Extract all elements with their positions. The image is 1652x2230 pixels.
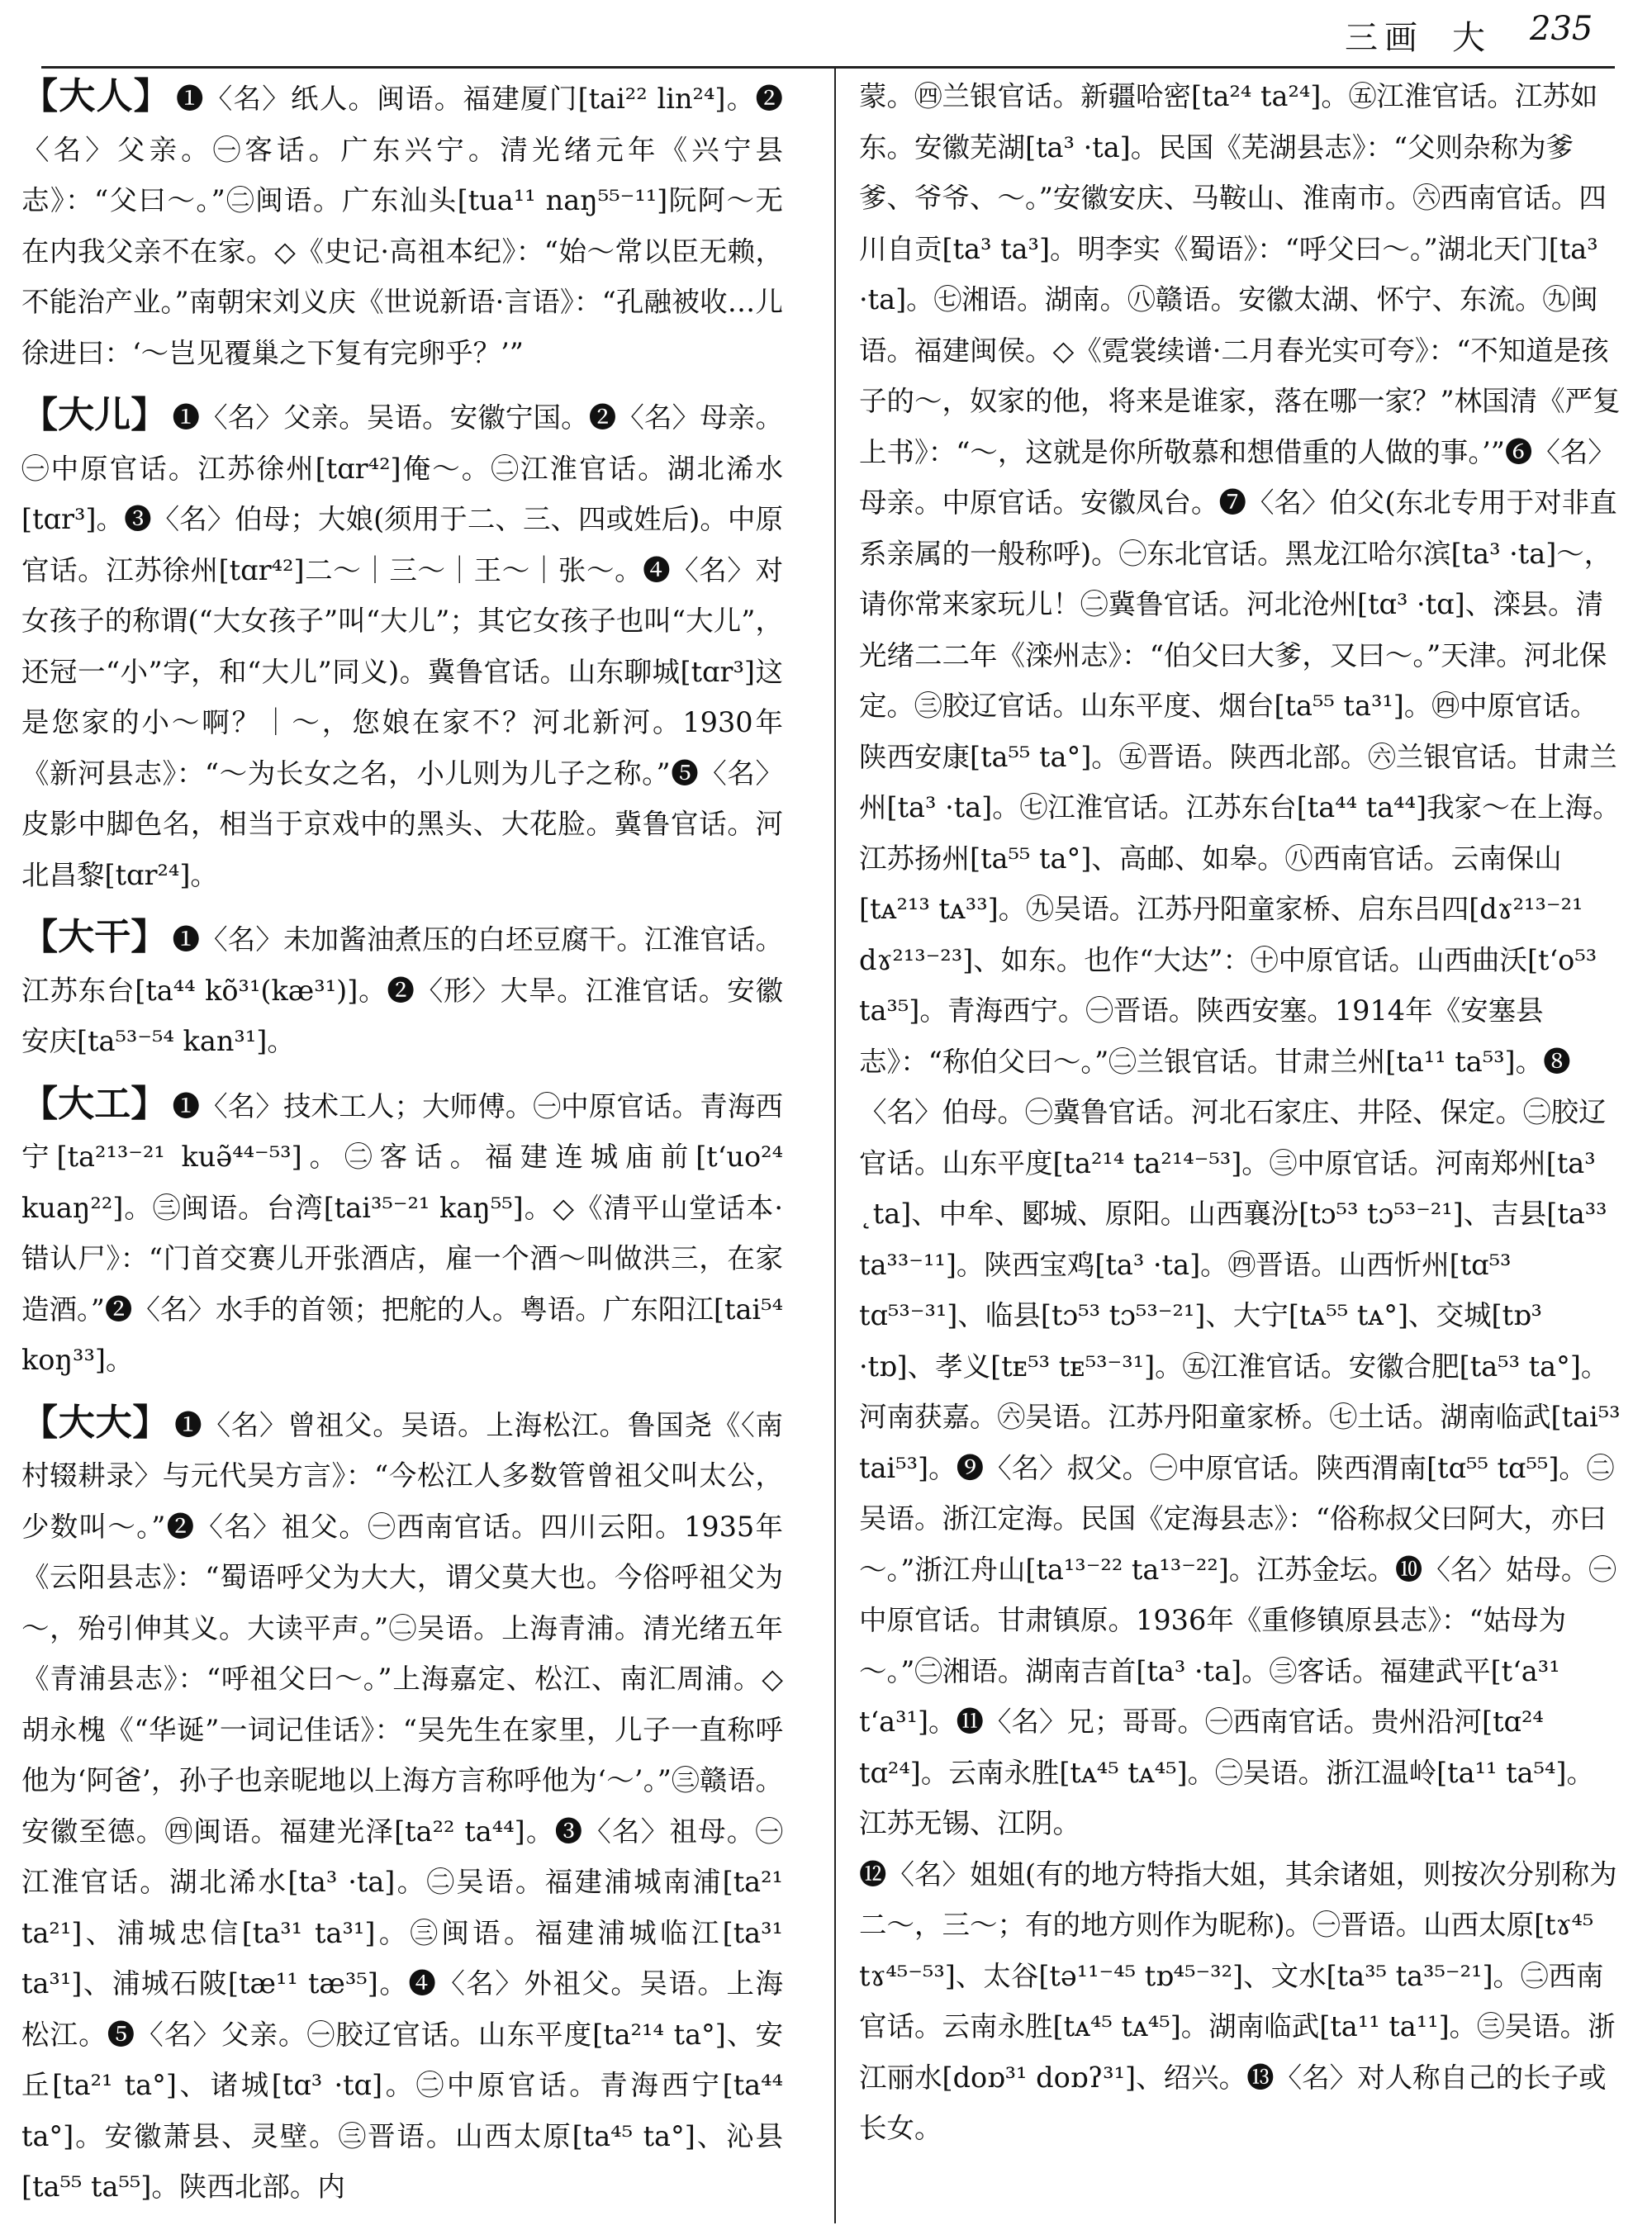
column-divider — [834, 68, 836, 2223]
entry-headword: 【大人】 — [21, 75, 172, 117]
right-column — [859, 71, 1621, 2154]
entry-text: ❶〈名〉纸人。闽语。福建厦门[tai²² lin²⁴]。❷〈名〉父亲。㊀客话。广东兴宁。清光绪元年《兴宁县志》：“父曰～。”㊁闽语。广东汕头[tua¹¹ naŋ⁵⁵⁻¹¹]阮阿～无在内我父亲不在家。◇《史记·高祖本纪》：“始～常以臣无赖，不能治产业。”南朝宋刘义庆《世说新语·言语》：“孔融被收…儿徐进曰：‘～岂见覆巢之下复有完卵乎？’” — [21, 83, 783, 369]
left-column — [21, 71, 783, 2224]
dictionary-entry — [21, 1397, 783, 2213]
header-character: 大 — [1452, 19, 1485, 57]
entry-headword: 【大大】 — [21, 1401, 170, 1444]
header-rule — [41, 66, 1615, 69]
entry-headword: 【大工】 — [21, 1082, 168, 1125]
page-number: 235 — [1530, 10, 1593, 48]
page-header — [0, 0, 1652, 57]
entry-headword: 【大儿】 — [21, 394, 168, 436]
entry-continuation: 蒙。㊃兰银官话。新疆哈密[ta²⁴ ta²⁴]。㊄江淮官话。江苏如东。安徽芜湖[ta³ ·ta]。民国《芜湖县志》：“父则杂称为爹爹、爷爷、～。”安徽安庆、马鞍山、淮南市。㊅西南官话。四川自贡[ta³ ta³]。明李实《蜀语》：“呼父曰～。”湖北天门[ta³ ·ta]。㊆湘语。湖南。㊇赣语。安徽太湖、怀宁、东流。㊈闽语。福建闽侯。◇《霓裳续谱·二月春光实可夸》：“不知道是孩子的～，奴家的他，将来是谁家，落在哪一家？”林国清《严复上书》：“～，这就是你所敬慕和想借重的人做的事。’”❻〈名〉母亲。中原官话。安徽凤台。❼〈名〉伯父(东北专用于对非直系亲属的一般称呼)。㊀东北官话。黑龙江哈尔滨[ta³ ·ta]～，请你常来家玩儿！㊁冀鲁官话。河北沧州[tɑ³ ·tɑ]、滦县。清光绪二二年《滦州志》：“伯父曰大爹，又曰～。”天津。河北保定。㊂胶辽官话。山东平度、烟台[ta⁵⁵ ta³¹]。㊃中原官话。陕西安康[ta⁵⁵ ta°]。㊄晋语。陕西北部。㊅兰银官话。甘肃兰州[ta³ ·ta]。㊆江淮官话。江苏东台[ta⁴⁴ ta⁴⁴]我家～在上海。江苏扬州[ta⁵⁵ ta°]、高邮、如皋。㊇西南官话。云南保山[tᴀ²¹³ tᴀ³³]。㊈吴语。江苏丹阳童家桥、启东吕四[dɤ²¹³⁻²¹ dɤ²¹³⁻²³]、如东。也作“大达”：㊉中原官话。山西曲沃[tʻo⁵³ ta³⁵]。青海西宁。㊀晋语。陕西安塞。1914年《安塞县志》：“称伯父曰～。”㊁兰银官话。甘肃兰州[ta¹¹ ta⁵³]。❽〈名〉伯母。㊀冀鲁官话。河北石家庄、井陉、保定。㊁胶辽官话。山东平度[ta²¹⁴ ta²¹⁴⁻⁵³]。㊂中原官话。河南郑州[ta³ ˛ta]、中牟、郾城、原阳。山西襄汾[tɔ⁵³ tɔ⁵³⁻²¹]、吉县[ta³³ ta³³⁻¹¹]。陕西宝鸡[ta³ ·ta]。㊃晋语。山西忻州[tɑ⁵³ tɑ⁵³⁻³¹]、临县[tɔ⁵³ tɔ⁵³⁻²¹]、大宁[tᴀ⁵⁵ tᴀ°]、交城[tɒ³ ·tɒ]、孝义[tᴇ⁵³ tᴇ⁵³⁻³¹]。㊄江淮官话。安徽合肥[ta⁵³ ta°]。河南获嘉。㊅吴语。江苏丹阳童家桥。㊆土话。湖南临武[tai⁵³ tai⁵³]。❾〈名〉叔父。㊀中原官话。陕西渭南[tɑ⁵⁵ tɑ⁵⁵]。㊁吴语。浙江定海。民国《定海县志》：“俗称叔父曰阿大，亦曰～。”浙江舟山[ta¹³⁻²² ta¹³⁻²²]。江苏金坛。❿〈名〉姑母。㊀中原官话。甘肃镇原。1936年《重修镇原县志》：“姑母为～。”㊁湘语。湖南吉首[ta³ ·ta]。㊂客话。福建武平[tʻa³¹ tʻa³¹]。⓫〈名〉兄；哥哥。㊀西南官话。贵州沿河[tɑ²⁴ tɑ²⁴]。云南永胜[tᴀ⁴⁵ tᴀ⁴⁵]。㊁吴语。浙江温岭[ta¹¹ ta⁵⁴]。江苏无锡、江阴。 — [859, 80, 1621, 1839]
entry-headword: 【大干】 — [21, 916, 168, 958]
dictionary-entry — [21, 71, 783, 378]
entry-text: ❶〈名〉曾祖父。吴语。上海松江。鲁国尧《〈南村辍耕录〉与元代吴方言》：“今松江人多数管曾祖父叫太公，少数叫～。”❷〈名〉祖父。㊀西南官话。四川云阳。1935年《云阳县志》：“蜀语呼父为大大，谓父莫大也。今俗呼祖父为～，殆引伸其义。大读平声。”㊁吴语。上海青浦。清光绪五年《青浦县志》：“呼祖父曰～。”上海嘉定、松江、南汇周浦。◇胡永槐《“华诞”一词记佳话》：“吴先生在家里，儿子一直称呼他为‘阿爸’，孙子也亲昵地以上海方言称呼他为‘～’。”㊂赣语。安徽至德。㊃闽语。福建光泽[ta²² ta⁴⁴]。❸〈名〉祖母。㊀江淮官话。湖北浠水[ta³ ·ta]。㊁吴语。福建浦城南浦[ta²¹ ta²¹]、浦城忠信[ta³¹ ta³¹]。㊂闽语。福建浦城临江[ta³¹ ta³¹]、浦城石陂[tæ¹¹ tæ³⁵]。❹〈名〉外祖父。吴语。上海松江。❺〈名〉父亲。㊀胶辽官话。山东平度[ta²¹⁴ ta°]、安丘[ta²¹ ta°]、诸城[tɑ³ ·tɑ]。㊁中原官话。青海西宁[ta⁴⁴ ta°]。安徽萧县、灵壁。㊂晋语。山西太原[ta⁴⁵ ta°]、沁县[ta⁵⁵ ta⁵⁵]。陕西北部。内 — [21, 1408, 784, 2203]
dictionary-entry — [21, 912, 783, 1067]
dictionary-entry — [21, 390, 783, 900]
entry-continuation: ⓬〈名〉姐姐(有的地方特指大姐，其余诸姐，则按次分别称为二～，三～；有的地方则作为昵称)。㊀晋语。山西太原[tɤ⁴⁵ tɤ⁴⁵⁻⁵³]、太谷[tə¹¹⁻⁴⁵ tɒ⁴⁵⁻³²]、文水[ta³⁵ ta³⁵⁻²¹]。㊁西南官话。云南永胜[tᴀ⁴⁵ tᴀ⁴⁵]。湖南临武[ta¹¹ ta¹¹]。㊂吴语。浙江丽水[doɒ³¹ doɒʔ³¹]、绍兴。⓭〈名〉对人称自己的长子或长女。 — [859, 1858, 1617, 2144]
section-label: 三画 — [1345, 19, 1424, 57]
entry-text: ❶〈名〉未加酱油煮压的白坯豆腐干。江淮官话。江苏东台[ta⁴⁴ kõ³¹(kæ³¹)]。❷〈形〉大旱。江淮官话。安徽安庆[ta⁵³⁻⁵⁴ kan³¹]。 — [21, 923, 784, 1057]
dictionary-entry — [21, 1079, 783, 1386]
entry-text: ❶〈名〉父亲。吴语。安徽宁国。❷〈名〉母亲。㊀中原官话。江苏徐州[tɑr⁴²]俺～。㊁江淮官话。湖北浠水[tɑr³]。❸〈名〉伯母；大娘(须用于二、三、四或姓后)。中原官话。江苏徐州[tɑr⁴²]二～｜三～｜王～｜张～。❹〈名〉对女孩子的称谓(“大女孩子”叫“大儿”；其它女孩子也叫“大儿”，还冠一“小”字，和“大儿”同义)。冀鲁官话。山东聊城[tɑr³]这是您家的小～啊？｜～，您娘在家不？河北新河。1930年《新河县志》：“～为长女之名，小儿则为儿子之称。”❺〈名〉皮影中脚色名，相当于京戏中的黑头、大花脸。冀鲁官话。河北昌黎[tɑr²⁴]。 — [21, 401, 784, 891]
entry-text: ❶〈名〉技术工人；大师傅。㊀中原官话。青海西宁[ta²¹³⁻²¹ kuə̃⁴⁴⁻⁵³]。㊁客话。福建连城庙前[tʻuo²⁴ kuaŋ²²]。㊂闽语。台湾[tai³⁵⁻²¹ kaŋ⁵⁵]。◇《清平山堂话本·错认尸》：“门首交赛儿开张酒店，雇一个酒～叫做洪三，在家造酒。”❷〈名〉水手的首领；把舵的人。粤语。广东阳江[tai⁵⁴ koŋ³³]。 — [21, 1089, 784, 1376]
